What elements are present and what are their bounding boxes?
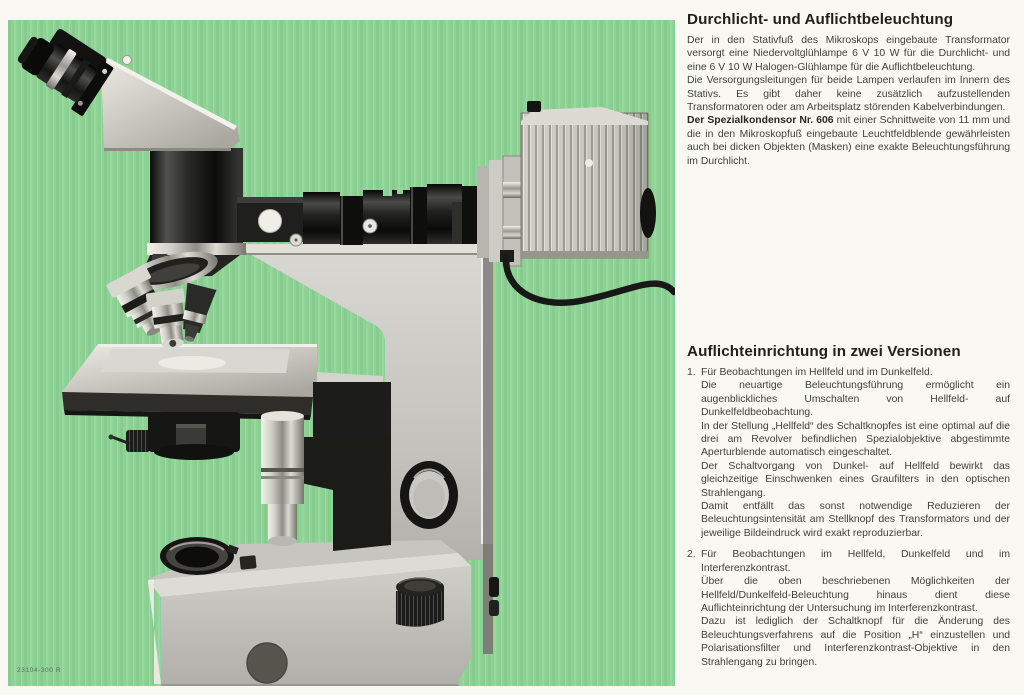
item2-paragraph-1: Für Beobachtungen im Hellfeld, Dunkelfeld und im Interferenzkontrast. (701, 549, 1010, 574)
special-condenser-text: mit einer Schnittweite von 11 mm und die in den Mikroskopfuß eingebaute Leuchtfeldblende gewährleisten auch bei dicken Objekten (Masken) eine exakte Beleuchtungsführung im Durchlicht. (687, 115, 1010, 167)
lamp-housing-knob (640, 188, 656, 238)
list-item-1 (687, 366, 1010, 540)
microscope-illustration (8, 20, 675, 686)
item1-paragraph-2: Die neuartige Beleuchtungsführung ermöglicht ein augenblickliches Umschalten von Hellfeld- auf Dunkelfeldbeobachtung. (701, 380, 1010, 419)
base-emblem (247, 643, 287, 683)
condenser-knob (126, 430, 150, 452)
lamp-housing-flange (477, 156, 523, 266)
section-transmitted-incident-light (687, 11, 1010, 168)
list-item-2 (687, 548, 1010, 669)
item1-paragraph-4: Der Schaltvorgang von Dunkel- auf Hellfeld bewirkt das gleichzeitige Einschwenken eines Graufilters in den optischen Strahlengang. (701, 460, 1010, 499)
section2-title: Auflichteinrichtung in zwei Versionen (687, 343, 961, 360)
specimen-area (158, 356, 226, 370)
section1-paragraph-2: Die Versorgungsleitungen für beide Lampen verlaufen im Innern des Stativs. Es gibt daher keine zusätzlich aufzustellenden Transformatoren oder am Arbeitsplatz störenden Kabelverbindungen. (687, 75, 1010, 114)
item1-paragraph-5: Damit entfällt das sonst notwendige Reduzieren der Beleuchtungsintensität am Stellknopf des Transformators und der jeweilige Bildeindruck wird exakt reproduzierbar. (701, 501, 1010, 539)
lamp-housing (521, 101, 656, 258)
list-number: 1. (687, 367, 696, 378)
lamp-housing-latch (527, 101, 541, 112)
section1-title: Durchlicht- und Auflichtbeleuchtung (687, 11, 954, 28)
item1-paragraph-3: In der Stellung „Hellfeld“ des Schaltknopfes ist eine optimal auf die drei am Revolver befindlichen Spezialobjektive abgestimmte Aperturblende automatisch eingeschaltet. (701, 420, 1010, 459)
special-condenser-bold-lead: Der Spezialkondensor Nr. 606 (687, 115, 834, 127)
head-screw (123, 56, 132, 65)
section-incident-light-versions (687, 343, 1010, 669)
section1-paragraph-3 (687, 114, 1010, 168)
item2-paragraph-3: Dazu ist lediglich der Schaltknopf für die Änderung des Beleuchtungsverfahrens auf die Position „H“ einzustellen und Polarisationsfilter und Interferenzkontrast-Objektive in den Strahlengang zu bringen. (701, 616, 1010, 668)
base-slot-cover (239, 555, 256, 570)
focus-knob (400, 461, 458, 529)
list-number: 2. (687, 549, 696, 561)
arm-side-lug (489, 600, 499, 616)
list-item-body (701, 366, 1010, 540)
item1-paragraph-1: Für Beobachtungen im Hellfeld und im Dunkelfeld. (701, 367, 933, 378)
list-item-body (701, 548, 1010, 669)
microscope-photo (8, 20, 675, 686)
tube-label-dot (259, 210, 282, 233)
arm-side-lug (489, 577, 499, 597)
section1-paragraph-1: Der in den Stativfuß des Mikroskops eingebaute Transformator versorgt eine Niedervoltglühlampe 6 V 10 W für die Durchlicht- und eine 6 V 10 W Halogen-Glühlampe für die Auflichtbeleuchtung. (687, 35, 1010, 73)
photo-reference-number: 23104-300 R (17, 667, 62, 674)
lamp-housing-screw (585, 159, 593, 167)
base-adjustment-knob (396, 578, 444, 627)
item2-paragraph-2: Über die oben beschriebenen Möglichkeiten der Hellfeld/Dunkelfeld-Beleuchtung hinaus dient diese Auflichteinrichtung der Untersuchung im Interferenzkontrast. (701, 576, 1010, 614)
